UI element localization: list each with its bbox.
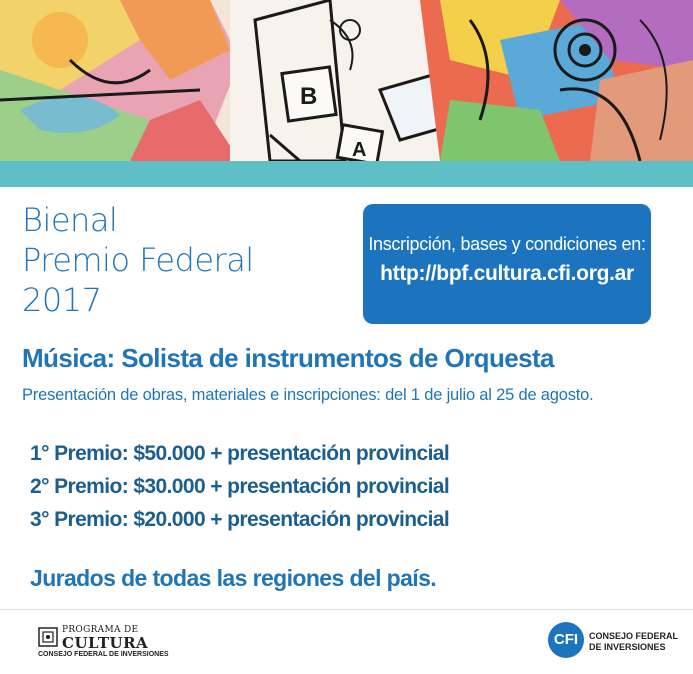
programa-cultura-logo [38,625,169,661]
child-drawing-illustration [0,0,693,161]
page-title [22,200,254,320]
title-line-1: Bienal [22,201,118,239]
presentation-dates: Presentación de obras, materiales e inscripciones: del 1 de julio al 25 de agosto. [22,386,594,404]
svg-text:A: A [352,139,367,161]
title-line-2: Premio Federal [22,241,254,279]
prize-second: 2° Premio: $30.000 + presentación provincial [30,475,450,498]
svg-text:B: B [300,83,318,110]
cfi-mark: CFI [548,622,584,658]
cultura-logo-line-1: PROGRAMA DE [62,625,139,635]
artwork-banner [0,0,693,161]
cfi-logo [548,620,679,660]
registration-info-text: Inscripción, bases y condiciones en: [368,234,646,254]
cultura-logo-line-3: CONSEJO FEDERAL DE INVERSIONES [38,651,169,658]
prize-list [30,437,449,536]
registration-url-link[interactable]: http://bpf.cultura.cfi.org.ar [380,262,634,285]
title-line-3: 2017 [22,281,102,319]
footer-divider [0,609,693,610]
teal-band [0,161,693,187]
cultura-emblem-icon [38,627,58,647]
registration-info-box [363,204,651,324]
jury-statement: Jurados de todas las regiones del país. [30,565,437,591]
category-heading: Música: Solista de instrumentos de Orquesta [22,343,554,373]
prize-first: 1° Premio: $50.000 + presentación provincial [30,442,450,465]
cfi-logo-line-2: DE INVERSIONES [589,642,666,652]
prize-third: 3° Premio: $20.000 + presentación provincial [30,508,450,531]
cfi-logo-line-1: CONSEJO FEDERAL [589,631,679,641]
cultura-logo-line-2: CULTURA [62,634,149,652]
